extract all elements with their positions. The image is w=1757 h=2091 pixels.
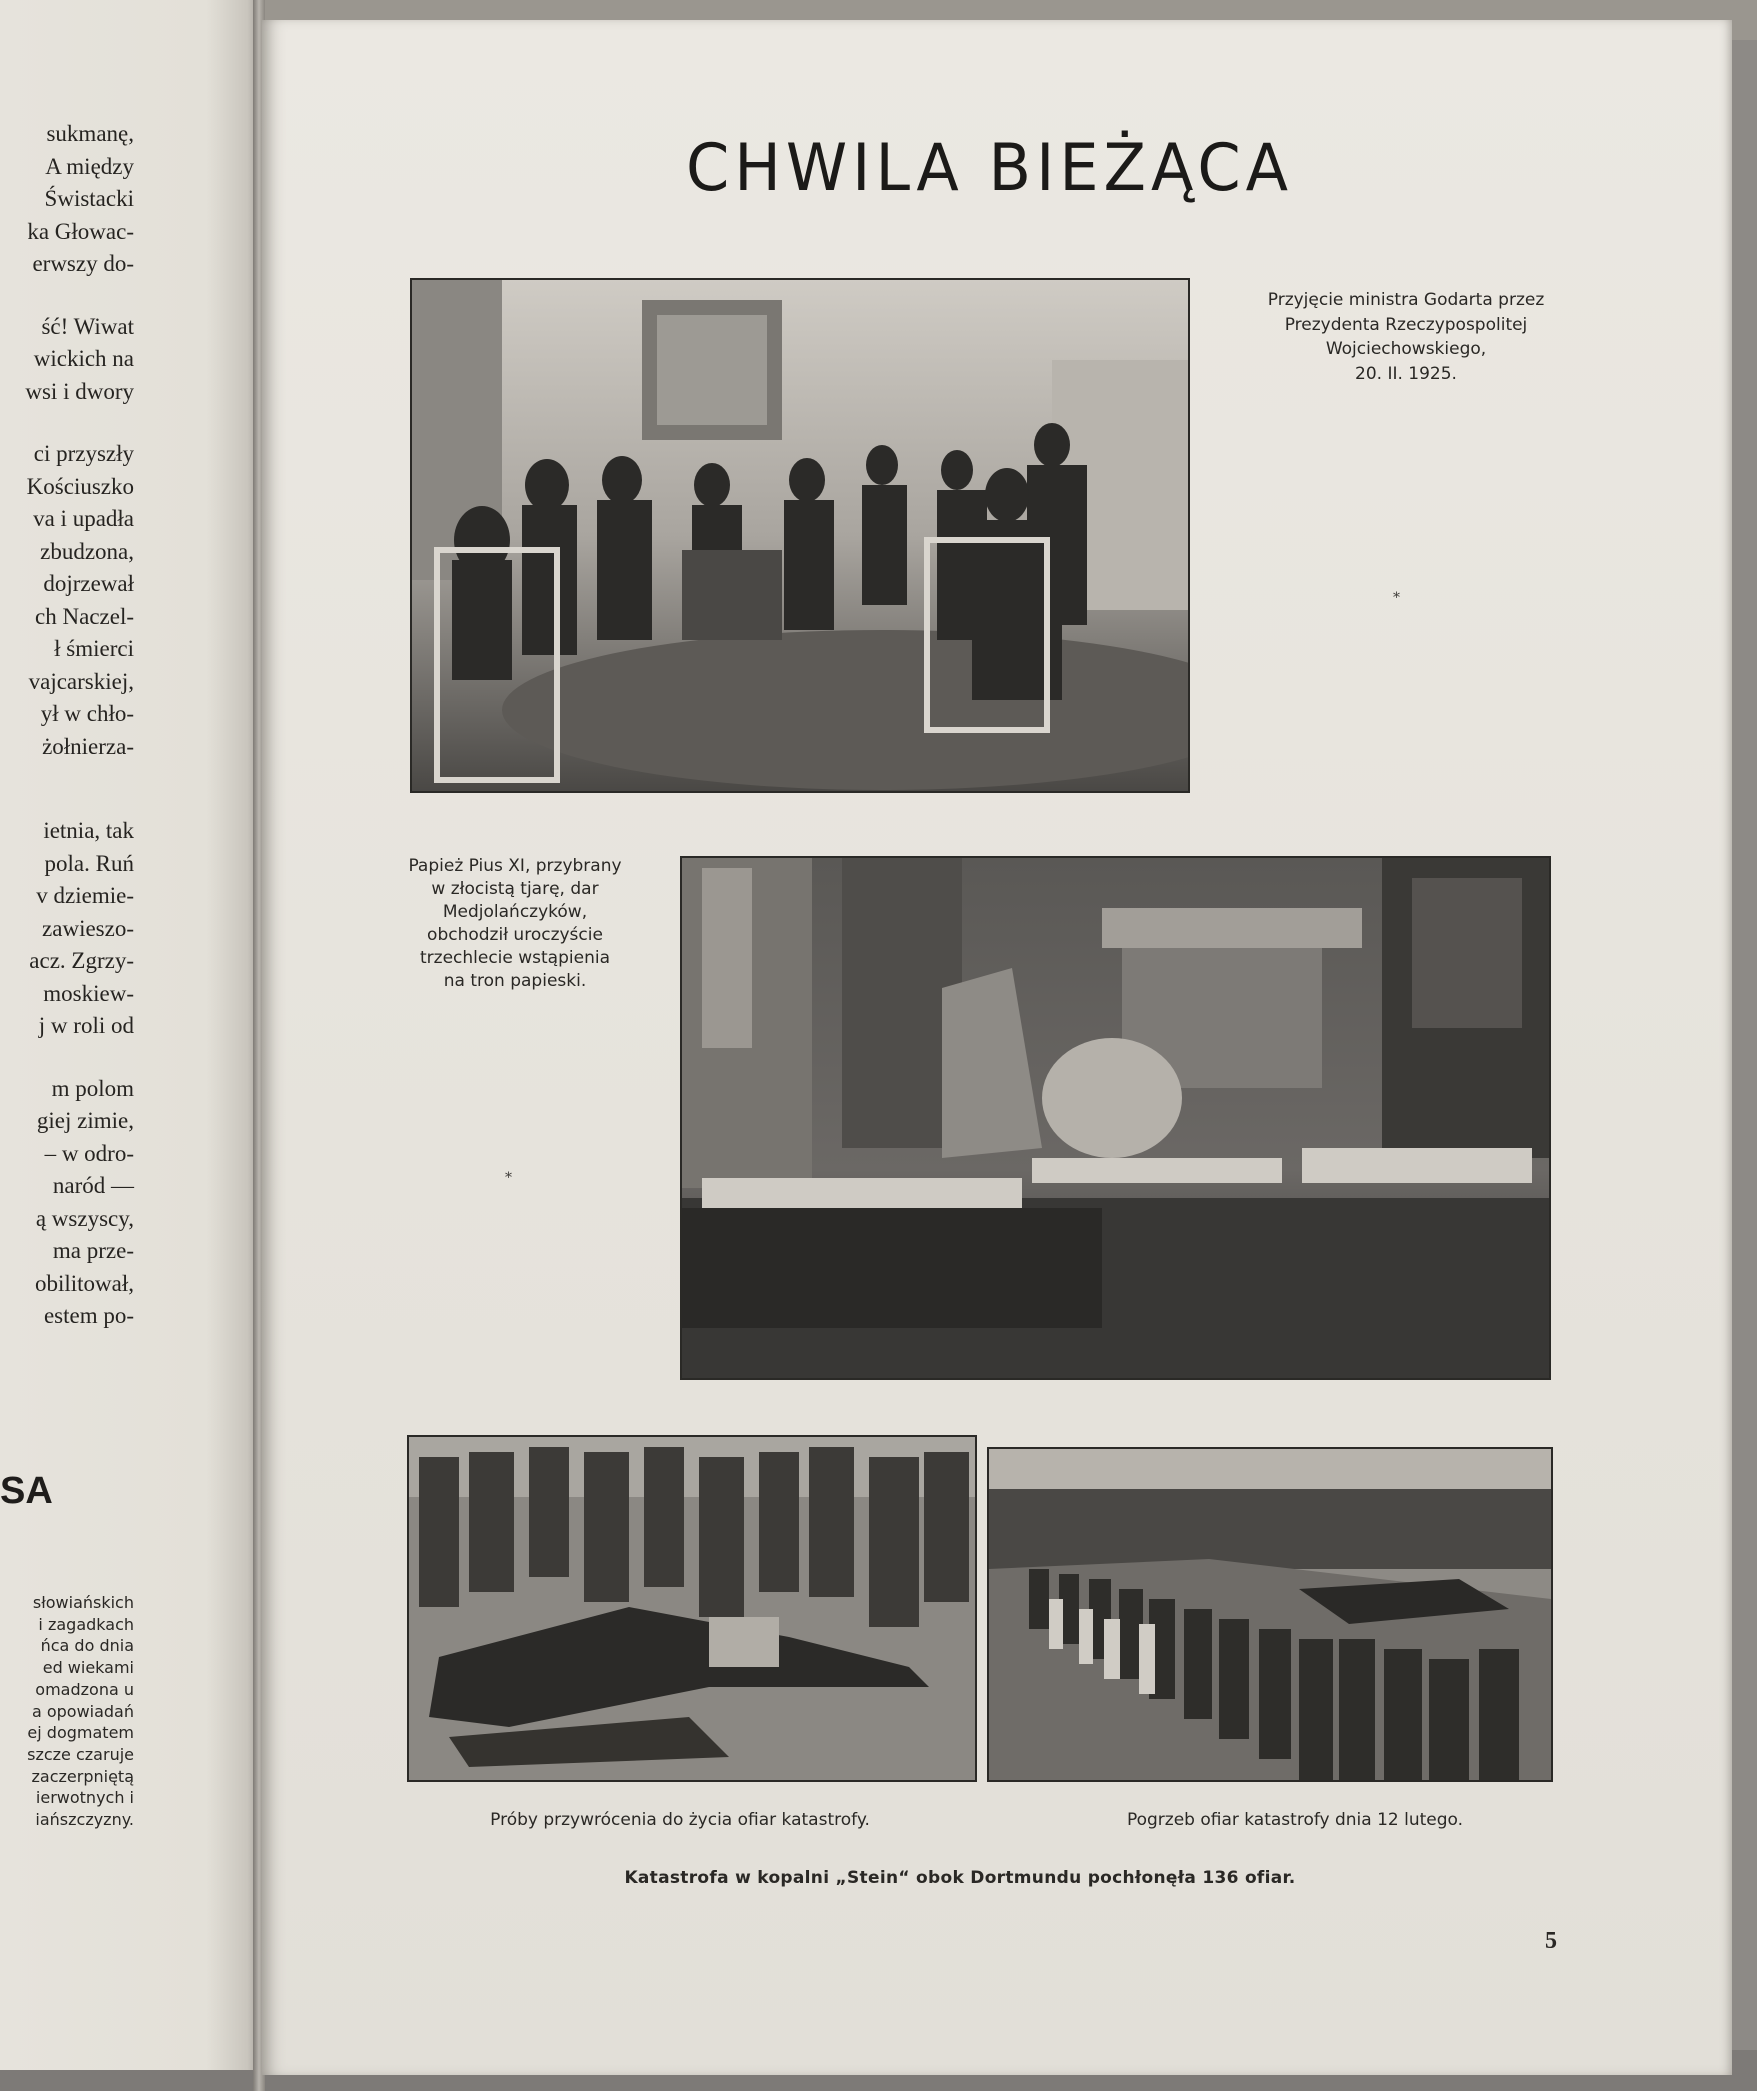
left-page [0,0,258,2070]
caption-rescue: Próby przywrócenia do życia ofiar katastrofy. [490,1810,870,1830]
text-line: ńca do dnia [40,1636,134,1656]
caption-line: Przyjęcie ministra Godarta przez [1267,290,1545,310]
left-column-top [0,118,134,763]
text-line: zaczerpniętą [31,1766,134,1786]
text-line: a opowiadań [31,1701,134,1721]
caption-line: trzechlecie wstąpienia [419,948,610,968]
text-line: ci przyszły [33,441,134,466]
text-line: sukmanę, [46,121,134,146]
text-line: j w roli od [38,1013,134,1038]
caption-funeral: Pogrzeb ofiar katastrofy dnia 12 lutego. [1126,1810,1464,1830]
text-line: v dziemie- [36,883,134,908]
text-line: acz. Zgrzy- [29,948,134,973]
caption-disaster: Katastrofa w kopalni „Stein“ obok Dortmundu pochłonęła 136 ofiar. [624,1868,1296,1888]
page-number: 5 [1545,1928,1557,1954]
text-line: Świstacki [44,186,134,211]
text-line: va i upadła [33,506,134,531]
text-line: ka Głowac- [27,218,134,244]
caption-line: Papież Pius XI, przybrany [408,856,622,876]
text-line: – w odro- [44,1140,134,1166]
text-line: estem po- [43,1303,134,1328]
page-title: CHWILA BIEŻĄCA [685,129,1294,206]
text-line: ą wszyscy, [35,1205,134,1231]
text-line: moskiew- [43,980,134,1006]
text-line: zbudzona, [40,538,134,564]
text-line: iańszczyzny. [35,1810,134,1830]
text-line: pola. Ruń [44,850,134,876]
caption-reception [1226,288,1586,386]
photo-reception [410,278,1190,793]
text-line: omadzona u [35,1679,134,1699]
photo-rescue [407,1435,977,1782]
text-line: Kościuszko [26,473,134,499]
text-line: szcze czaruje [27,1744,134,1764]
caption-line: 20. II. 1925. [1355,363,1457,384]
section-heading-fragment: SA [0,1470,53,1512]
text-line: ierwotnych i [35,1788,134,1808]
text-line: dojrzewał [43,571,134,596]
caption-line: Medjolańczyków, [442,902,588,922]
text-line: wsi i dwory [25,378,134,404]
photo-pope [680,856,1551,1380]
text-line: zawieszo- [42,915,134,941]
photo-funeral [987,1447,1553,1782]
left-column-bottom [0,815,134,1333]
text-line: ietnia, tak [43,818,134,843]
text-line: słowiańskich [32,1593,134,1612]
caption-pope [370,855,660,993]
text-line: ej dogmatem [27,1723,134,1743]
text-line: erwszy do- [32,251,134,276]
caption-line: Prezydenta Rzeczypospolitej [1284,314,1528,335]
caption-line: na tron papieski. [443,971,587,991]
text-line: m polom [51,1075,134,1101]
text-line: ył w chło- [40,701,134,726]
text-line: ść! Wiwat [41,313,134,339]
caption-line: w złocistą tjarę, dar [431,879,599,899]
text-line: ł śmierci [54,636,134,661]
text-line: ed wiekami [42,1658,134,1678]
text-line: giej zimie, [36,1108,134,1133]
text-line: wickich na [33,346,134,371]
text-line: obilitował, [34,1270,134,1296]
caption-line: obchodził uroczyście [427,925,603,945]
text-line: ch Naczel- [35,603,134,629]
text-line: i zagadkach [38,1614,134,1634]
ornament-star: * [505,1170,512,1186]
text-line: ma prze- [52,1238,134,1263]
text-line: żołnierza- [42,733,134,759]
text-line: naród — [52,1173,134,1198]
text-line: A między [45,153,134,179]
caption-line: Wojciechowskiego, [1325,339,1487,359]
ornament-star: * [1393,590,1400,606]
small-text-column [0,1592,134,1831]
text-line: vajcarskiej, [28,668,134,694]
